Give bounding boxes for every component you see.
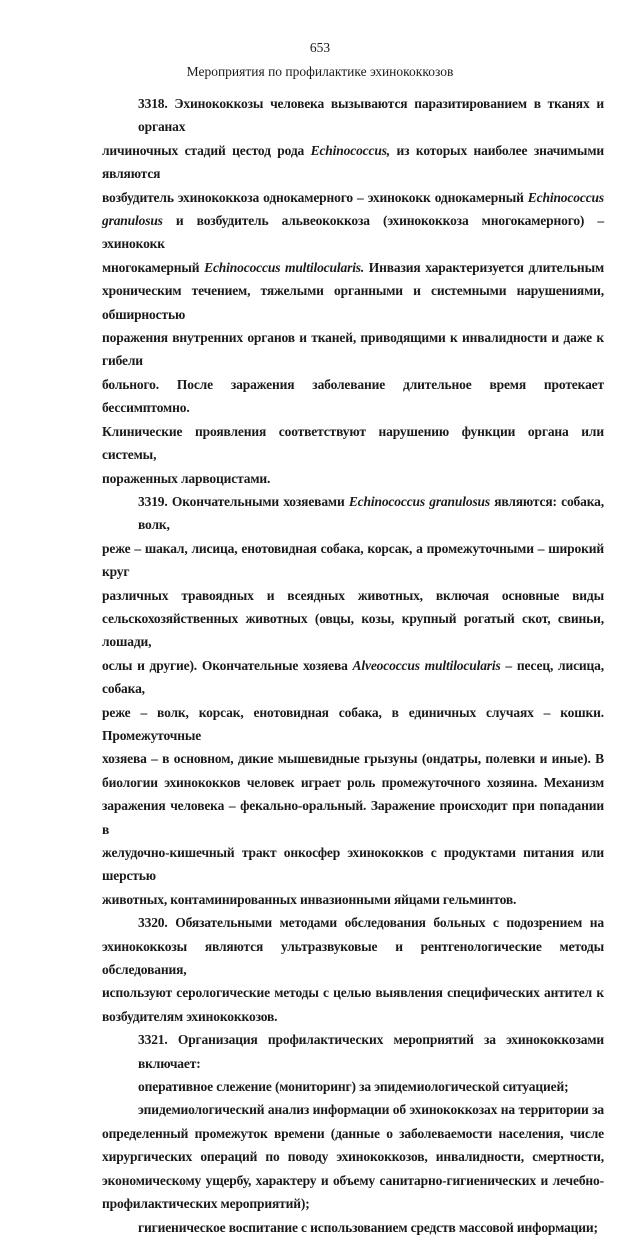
paragraph-p3321a: [102, 1075, 604, 1098]
text-line: экономическому ущербу, характеру и объему санитарно-гигиенических и лечебно-: [102, 1172, 604, 1188]
body-text: [102, 92, 604, 1239]
text-line: сельскохозяйственных животных (овцы, козы, крупный рогатый скот, свиньи, лошади,: [102, 610, 604, 650]
latin-taxon: Alveococcus multilocularis: [352, 657, 501, 673]
paragraph-p3321b: [102, 1098, 604, 1215]
text-line: 3318. Эхинококкозы человека вызываются паразитированием в тканях и органах: [138, 96, 604, 135]
text-line: оперативное слежение (мониторинг) за эпидемиологической ситуацией;: [138, 1079, 569, 1095]
text-line: различных травоядных и всеядных животных, включая основные виды: [102, 587, 604, 603]
text-line: больного. После заражения заболевание длительное время протекает бессимптомно.: [102, 376, 604, 416]
paragraph-p3319: [102, 490, 604, 911]
text-line: заражения человека – фекально-оральный. Заражение происходит при попадании в: [102, 798, 604, 837]
text-line: возбудителям эхинококкозов.: [102, 1008, 278, 1024]
latin-taxon: granulosus: [102, 213, 163, 229]
text-line: Клинические проявления соответствуют нарушению функции органа или системы,: [102, 423, 604, 463]
latin-taxon: Echinococcus,: [310, 142, 391, 158]
text-line: профилактических мероприятий);: [102, 1196, 310, 1212]
text-line: определенный промежуток времени (данные о заболеваемости населения, числе: [102, 1125, 604, 1141]
text-line: 3321. Организация профилактических мероприятий за эхинококкозами включает:: [138, 1032, 604, 1071]
text-line: ослы и другие). Окончательные хозяева Alveococcus multilocularis – песец, лисица, собака,: [102, 657, 604, 697]
text-line: granulosus и возбудитель альвеококкоза (эхинококкоза многокамерного) – эхинококк: [102, 213, 604, 252]
text-line: хозяева – в основном, дикие мышевидные грызуны (ондатры, полевки и иные). В: [102, 751, 604, 767]
text-line: гигиеническое воспитание с использованием средств массовой информации;: [138, 1219, 598, 1235]
text-line: пораженных ларвоцистами.: [102, 470, 271, 486]
text-line: хроническим течением, тяжелыми органными и системными нарушениями, обширностью: [102, 283, 604, 322]
text-line: реже – шакал, лисица, енотовидная собака, корсак, а промежуточными – широкий круг: [102, 540, 604, 580]
text-line: эхинококкозы являются ультразвуковые и рентгенологические методы обследования,: [102, 938, 604, 978]
text-line: эпидемиологический анализ информации об эхинококкозах на территории за: [138, 1102, 604, 1118]
text-line: желудочно-кишечный тракт онкосфер эхинококков с продуктами питания или шерстью: [102, 845, 604, 884]
text-line: хирургических операций по поводу эхинококкозов, инвалидности, смертности,: [102, 1149, 604, 1165]
text-line: многокамерный Echinococcus multilocularis. Инвазия характеризуется длительным: [102, 259, 604, 275]
text-line: используют серологические методы с целью выявления специфических антител к: [102, 985, 604, 1001]
page-title: Мероприятия по профилактике эхинококкозов: [186, 64, 454, 79]
page-number: 653: [309, 40, 331, 55]
text-line: личиночных стадий цестод рода Echinococcus, из которых наиболее значимыми являются: [102, 142, 604, 182]
text-line: возбудитель эхинококкоза однокамерного – эхинококк однокамерный Echinococcus: [102, 189, 604, 205]
latin-taxon: Echinococcus granulosus: [348, 493, 491, 509]
paragraph-p3318: [102, 92, 604, 490]
paragraph-p3321c: [102, 1216, 604, 1239]
text-line: реже – волк, корсак, енотовидная собака, в единичных случаях – кошки. Промежуточные: [102, 704, 604, 743]
paragraph-p3320: [102, 911, 604, 1028]
text-line: биологии эхинококков человек играет роль промежуточного хозяина. Механизм: [102, 774, 604, 790]
latin-taxon: Echinococcus: [527, 189, 604, 205]
paragraph-p3321: [102, 1028, 604, 1075]
latin-taxon: Echinococcus multilocularis.: [204, 259, 365, 275]
text-line: 3319. Окончательными хозяевами Echinococcus granulosus являются: собака, волк,: [138, 493, 605, 533]
text-line: поражения внутренних органов и тканей, приводящими к инвалидности и даже к гибели: [102, 330, 604, 369]
text-line: 3320. Обязательными методами обследования больных с подозрением на: [138, 915, 604, 931]
text-line: животных, контаминированных инвазионными яйцами гельминтов.: [102, 891, 517, 907]
